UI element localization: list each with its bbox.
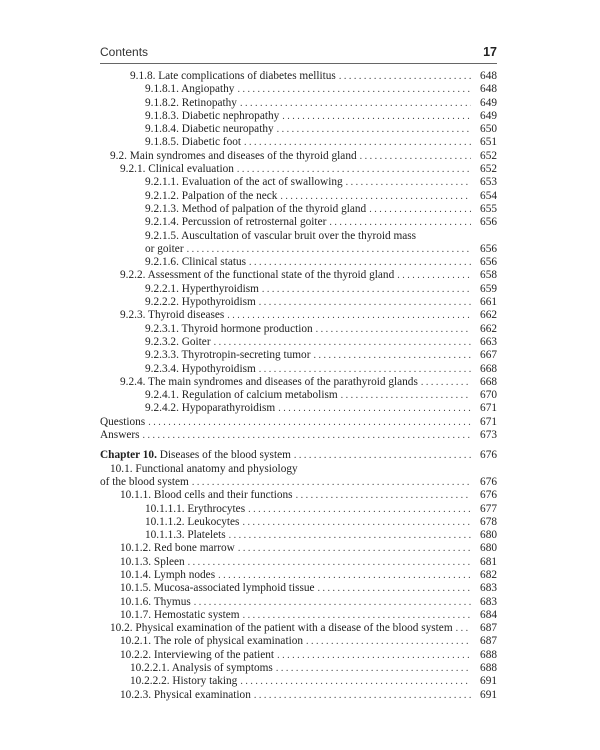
toc-entry-title: Thyroid hormone production xyxy=(181,322,313,335)
toc-entry-title: Hypothyroidism xyxy=(181,362,256,375)
toc-entry xyxy=(100,596,497,609)
toc-entry xyxy=(100,216,497,229)
dot-leader xyxy=(238,542,471,555)
toc-entry-number: 10.1.1. xyxy=(120,489,152,502)
toc-entry-page: 656 xyxy=(480,256,497,269)
toc-entry-title: or goiter xyxy=(145,242,184,255)
toc-entry-title: Erythrocytes xyxy=(187,502,246,515)
dot-leader xyxy=(143,429,471,442)
toc-entry-number: 10.1.1.3. xyxy=(145,529,185,542)
toc-entry-title: Platelets xyxy=(187,529,226,542)
toc-entry-number: 9.2.3.2. xyxy=(145,335,179,348)
toc-entry-number: 9.2.2.2. xyxy=(145,296,179,309)
toc-entry xyxy=(100,463,497,476)
toc-entry-title: Analysis of symptoms xyxy=(171,662,273,675)
toc-entry xyxy=(100,283,497,296)
toc-entry xyxy=(100,489,497,502)
toc-entry xyxy=(100,416,497,429)
toc-entry xyxy=(100,402,497,415)
toc-entry xyxy=(100,389,497,402)
toc-entry-number: 9.2.3.4. xyxy=(145,362,179,375)
dot-leader xyxy=(360,150,471,163)
toc-entry-number: 10.1.4. xyxy=(120,568,152,581)
toc-entry-number: 9.2.4.1. xyxy=(145,389,179,402)
toc-entry xyxy=(100,296,497,309)
dot-leader xyxy=(237,163,471,176)
toc-entry-page: 688 xyxy=(480,662,497,675)
toc-entry-page: 687 xyxy=(480,635,497,648)
toc-entry-text xyxy=(145,110,279,123)
dot-leader xyxy=(194,596,471,609)
toc-entry-title: Diseases of the blood system xyxy=(159,449,291,462)
toc-entry-number: 10.1.1.1. xyxy=(145,502,185,515)
toc-entry-text xyxy=(145,402,275,415)
toc-entry-number: 10.2.2.1. xyxy=(130,662,170,675)
toc-entry-text xyxy=(120,649,274,662)
dot-leader xyxy=(248,503,471,516)
toc-entry xyxy=(100,675,497,688)
toc-entry-page: 656 xyxy=(480,242,497,255)
toc-entry xyxy=(100,516,497,529)
toc-entry-number: 9.2.3.1. xyxy=(145,322,179,335)
dot-leader xyxy=(296,489,471,502)
toc-entry-page: 673 xyxy=(480,429,497,442)
dot-leader xyxy=(227,309,471,322)
toc-entry-number: 9.2.1.4. xyxy=(145,216,179,229)
toc-entry-text xyxy=(130,675,237,688)
dot-leader xyxy=(188,556,471,569)
toc-entry-number: 9.2.1.5. xyxy=(145,229,179,242)
dot-leader xyxy=(240,675,471,688)
toc-entry-text xyxy=(130,662,273,675)
toc-entry-text xyxy=(145,190,277,203)
toc-entry-number: 9.1.8.2. xyxy=(145,96,179,109)
toc-entry-page: 684 xyxy=(480,608,497,621)
toc-entry-text xyxy=(120,309,224,322)
toc-entry-title: Answers xyxy=(100,429,140,442)
toc-entry xyxy=(100,635,497,648)
toc-entry-text xyxy=(120,269,394,282)
toc-entry-number: 10.2.2.2. xyxy=(130,675,170,688)
toc-entry-text xyxy=(120,569,215,582)
toc-entry-title: History taking xyxy=(172,675,238,688)
toc-entry-page: 650 xyxy=(480,123,497,136)
toc-entry-text xyxy=(120,635,303,648)
toc-entry-title: Diabetic nephropathy xyxy=(181,109,280,122)
toc-entry-text xyxy=(145,176,343,189)
toc-entry-text xyxy=(145,83,234,96)
dot-leader xyxy=(243,609,471,622)
toc-entry-page: 683 xyxy=(480,595,497,608)
toc-entry-text xyxy=(120,689,251,702)
toc-entry-text xyxy=(110,622,453,635)
toc-entry xyxy=(100,582,497,595)
toc-entry-page: 668 xyxy=(480,362,497,375)
dot-leader xyxy=(192,476,471,489)
toc-entry-text xyxy=(120,556,185,569)
toc-entry-page: 691 xyxy=(480,675,497,688)
toc-entry-page: 663 xyxy=(480,335,497,348)
toc-entry-title: Hyperthyroidism xyxy=(181,282,259,295)
toc-entry-number: 10.2. xyxy=(110,622,133,635)
dot-leader xyxy=(278,402,471,415)
toc-entry-page: 683 xyxy=(480,582,497,595)
toc-entry-page: 649 xyxy=(480,109,497,122)
toc-entry-page: 662 xyxy=(480,309,497,322)
dot-leader xyxy=(318,582,471,595)
toc-entry xyxy=(100,150,497,163)
toc-entry-text xyxy=(130,70,336,83)
toc-entry xyxy=(100,70,497,83)
toc-entry-page: 648 xyxy=(480,83,497,96)
toc-entry-page: 655 xyxy=(480,202,497,215)
toc-entry-page: 654 xyxy=(480,189,497,202)
toc-entry xyxy=(100,569,497,582)
toc-entry-text xyxy=(120,609,240,622)
toc-entry xyxy=(100,622,497,635)
toc-entry-page: 676 xyxy=(480,475,497,488)
toc-entry-text xyxy=(145,503,245,516)
toc-entry-number: 10.2.2. xyxy=(120,648,152,661)
toc-entry-number: 9.2.1.3. xyxy=(145,202,179,215)
toc-entry-title: Leukocytes xyxy=(187,515,240,528)
toc-entry-number: 9.2. xyxy=(110,149,127,162)
toc-entry-title: Hypothyroidism xyxy=(181,296,256,309)
toc-entry-number: Chapter 10. xyxy=(100,449,157,462)
toc-entry xyxy=(100,123,497,136)
toc-entry xyxy=(100,136,497,149)
toc-entry-page: 670 xyxy=(480,389,497,402)
toc-entry-title: Method of palpation of the thyroid gland xyxy=(181,202,367,215)
toc-entry-text xyxy=(100,429,140,442)
toc-entry-number: 9.2.1.2. xyxy=(145,189,179,202)
toc-entry-text xyxy=(120,542,235,555)
toc-entry-title: Questions xyxy=(100,415,146,428)
toc-entry-number: 9.1.8.3. xyxy=(145,109,179,122)
dot-leader xyxy=(249,256,471,269)
toc-entry xyxy=(100,542,497,555)
toc-entry-text xyxy=(145,336,211,349)
toc-entry xyxy=(100,503,497,516)
dot-leader xyxy=(244,136,471,149)
dot-leader xyxy=(339,70,471,83)
toc-entry-title: Physical examination of the patient with a disease of the blood system xyxy=(135,622,453,635)
toc-entry xyxy=(100,190,497,203)
toc-entry xyxy=(100,176,497,189)
toc-entry-number: 10.1.5. xyxy=(120,582,152,595)
toc-entry-page: 681 xyxy=(480,555,497,568)
toc-entry-title: Auscultation of vascular bruit over the thyroid mass xyxy=(181,229,417,242)
toc-entry-number: 10.2.3. xyxy=(120,688,152,701)
dot-leader xyxy=(214,336,471,349)
toc-entry-page: 653 xyxy=(480,176,497,189)
toc-entry-number: 9.2.3. xyxy=(120,309,146,322)
dot-leader xyxy=(421,376,471,389)
toc-entry-text xyxy=(145,363,256,376)
toc-entry-text xyxy=(120,163,234,176)
toc-entry-title: Lymph nodes xyxy=(153,568,216,581)
dot-leader xyxy=(259,363,471,376)
toc-entry-title: The role of physical examination xyxy=(153,635,304,648)
toc-entry-title: Mucosa-associated lymphoid tissue xyxy=(153,582,315,595)
toc-entry xyxy=(100,83,497,96)
dot-leader xyxy=(242,516,471,529)
toc-entry xyxy=(100,203,497,216)
toc-entry-number: 9.2.4.2. xyxy=(145,402,179,415)
toc-entry xyxy=(100,476,497,489)
toc-entry-title: Retinopathy xyxy=(181,96,237,109)
toc-entry-page: 677 xyxy=(480,502,497,515)
toc-entry-text xyxy=(110,150,357,163)
toc-entry-title: of the blood system xyxy=(100,475,189,488)
toc-entry xyxy=(100,256,497,269)
toc-entry-page: 676 xyxy=(480,449,497,462)
toc-entry-title: Percussion of retrosternal goiter xyxy=(181,216,327,229)
toc-entry-text xyxy=(145,136,241,149)
toc-entry xyxy=(100,376,497,389)
toc-entry-title: Physical examination xyxy=(153,688,251,701)
table-of-contents xyxy=(100,70,497,702)
toc-entry xyxy=(100,230,497,243)
toc-entry xyxy=(100,609,497,622)
toc-entry-number: 9.2.1. xyxy=(120,163,146,176)
toc-entry-text xyxy=(145,529,226,542)
page-number: 17 xyxy=(483,45,497,59)
toc-entry-page: 651 xyxy=(480,136,497,149)
toc-entry-number: 10.1.2. xyxy=(120,542,152,555)
toc-entry-title: Hypoparathyroidism xyxy=(181,402,276,415)
toc-entry xyxy=(100,363,497,376)
toc-entry-text xyxy=(120,582,315,595)
toc-entry xyxy=(100,689,497,702)
header-rule xyxy=(100,63,497,64)
toc-entry-text xyxy=(145,516,239,529)
toc-entry xyxy=(100,429,497,442)
toc-entry-page: 648 xyxy=(480,70,497,82)
toc-entry-number: 9.1.8.5. xyxy=(145,136,179,149)
toc-entry-page: 659 xyxy=(480,282,497,295)
toc-entry-number: 9.2.2. xyxy=(120,269,146,282)
toc-entry-page: 688 xyxy=(480,648,497,661)
toc-entry-title: Main syndromes and diseases of the thyroid gland xyxy=(129,149,357,162)
toc-entry xyxy=(100,662,497,675)
toc-entry xyxy=(100,649,497,662)
dot-leader xyxy=(369,203,471,216)
dot-leader xyxy=(306,635,471,648)
toc-entry-number: 9.1.8. xyxy=(130,70,156,82)
toc-entry-number: 9.2.1.6. xyxy=(145,256,179,269)
toc-entry xyxy=(100,243,497,256)
dot-leader xyxy=(148,416,471,429)
toc-entry xyxy=(100,163,497,176)
dot-leader xyxy=(218,569,471,582)
dot-leader xyxy=(280,190,471,203)
toc-entry-title: Functional anatomy and physiology xyxy=(135,462,298,475)
toc-entry xyxy=(100,323,497,336)
toc-entry-text xyxy=(110,463,298,476)
toc-entry-page: 671 xyxy=(480,402,497,415)
dot-leader xyxy=(229,529,471,542)
dot-leader xyxy=(313,349,471,362)
toc-entry-text xyxy=(145,349,310,362)
toc-entry-text xyxy=(145,123,274,136)
toc-entry-title: Red bone marrow xyxy=(153,542,235,555)
dot-leader xyxy=(277,123,471,136)
toc-entry-text xyxy=(100,416,145,429)
toc-entry-number: 10.1.3. xyxy=(120,555,152,568)
toc-entry-title: Diabetic neuropathy xyxy=(181,123,274,136)
toc-entry-page: 652 xyxy=(480,149,497,162)
toc-entry-text xyxy=(145,216,326,229)
toc-entry-page: 691 xyxy=(480,688,497,701)
toc-entry xyxy=(100,529,497,542)
toc-entry-title: Assessment of the functional state of the thyroid gland xyxy=(147,269,395,282)
toc-entry-text xyxy=(145,243,184,256)
toc-entry-text xyxy=(145,323,313,336)
toc-entry xyxy=(100,556,497,569)
toc-entry-title: Hemostatic system xyxy=(153,608,240,621)
dot-leader xyxy=(254,689,471,702)
toc-entry xyxy=(100,269,497,282)
toc-entry-title: Palpation of the neck xyxy=(181,189,278,202)
toc-entry-page: 649 xyxy=(480,96,497,109)
toc-entry xyxy=(100,97,497,110)
toc-entry xyxy=(100,110,497,123)
toc-entry-text xyxy=(145,97,237,110)
toc-entry-page: 671 xyxy=(480,415,497,428)
toc-entry-text xyxy=(145,296,256,309)
toc-entry-title: Goiter xyxy=(181,335,211,348)
toc-entry-number: 10.1.1.2. xyxy=(145,515,185,528)
toc-entry-text xyxy=(145,230,416,243)
toc-entry-page: 682 xyxy=(480,568,497,581)
toc-entry xyxy=(100,349,497,362)
toc-entry xyxy=(100,336,497,349)
toc-entry xyxy=(100,309,497,322)
dot-leader xyxy=(346,176,471,189)
toc-entry-title: Spleen xyxy=(153,555,185,568)
toc-entry-text xyxy=(120,489,293,502)
toc-entry-page: 678 xyxy=(480,515,497,528)
dot-leader xyxy=(329,216,471,229)
toc-entry-number: 10.1.7. xyxy=(120,608,152,621)
toc-entry-title: Late complications of diabetes mellitus xyxy=(158,70,336,82)
dot-leader xyxy=(240,97,471,110)
toc-entry-title: Thymus xyxy=(153,595,191,608)
toc-entry-title: Thyroid diseases xyxy=(148,309,225,322)
toc-entry-text xyxy=(145,256,246,269)
dot-leader xyxy=(187,243,471,256)
toc-entry-page: 662 xyxy=(480,322,497,335)
toc-entry-number: 9.1.8.1. xyxy=(145,83,179,96)
running-header xyxy=(100,45,497,63)
toc-entry-title: Evaluation of the act of swallowing xyxy=(181,176,343,189)
toc-entry-page: 661 xyxy=(480,296,497,309)
toc-entry-text xyxy=(145,283,259,296)
dot-leader xyxy=(277,649,471,662)
running-title: Contents xyxy=(100,45,149,59)
dot-leader xyxy=(397,269,471,282)
toc-entry-title: Angiopathy xyxy=(181,83,235,96)
toc-entry-text xyxy=(145,389,338,402)
toc-entry-number: 9.2.1.1. xyxy=(145,176,179,189)
toc-entry-text xyxy=(120,596,191,609)
toc-entry-page: 667 xyxy=(480,349,497,362)
toc-entry-page: 658 xyxy=(480,269,497,282)
toc-entry-number: 9.1.8.4. xyxy=(145,123,179,136)
toc-entry-page: 656 xyxy=(480,216,497,229)
toc-entry-text xyxy=(145,203,366,216)
dot-leader xyxy=(316,323,471,336)
toc-entry-page: 680 xyxy=(480,529,497,542)
toc-entry-page: 668 xyxy=(480,375,497,388)
toc-entry-text xyxy=(100,476,189,489)
toc-entry-title: Regulation of calcium metabolism xyxy=(181,389,338,402)
toc-entry-number: 9.2.4. xyxy=(120,375,146,388)
toc-entry-page: 680 xyxy=(480,542,497,555)
toc-entry-text xyxy=(120,376,418,389)
toc-entry-title: Clinical status xyxy=(181,256,247,269)
dot-leader xyxy=(259,296,471,309)
toc-entry-text xyxy=(100,449,291,462)
dot-leader xyxy=(282,110,471,123)
toc-entry-number: 9.2.2.1. xyxy=(145,282,179,295)
dot-leader xyxy=(237,83,471,96)
toc-entry-number: 10.2.1. xyxy=(120,635,152,648)
toc-entry-title: The main syndromes and diseases of the parathyroid glands xyxy=(148,375,418,388)
toc-chapter-entry xyxy=(100,449,497,462)
toc-entry-page: 652 xyxy=(480,163,497,176)
toc-entry-number: 10.1. xyxy=(110,462,133,475)
dot-leader xyxy=(276,662,471,675)
toc-entry-number: 10.1.6. xyxy=(120,595,152,608)
dot-leader xyxy=(341,389,471,402)
toc-entry-page: 687 xyxy=(480,622,497,635)
toc-entry-title: Diabetic foot xyxy=(181,136,242,149)
toc-entry-title: Thyrotropin-secreting tumor xyxy=(181,349,311,362)
toc-entry-title: Interviewing of the patient xyxy=(153,648,275,661)
toc-entry-page: 676 xyxy=(480,489,497,502)
dot-leader xyxy=(262,283,471,296)
toc-entry-title: Clinical evaluation xyxy=(148,163,234,176)
dot-leader xyxy=(294,449,471,462)
dot-leader xyxy=(456,622,471,635)
toc-entry-title: Blood cells and their functions xyxy=(153,489,293,502)
toc-entry-number: 9.2.3.3. xyxy=(145,349,179,362)
